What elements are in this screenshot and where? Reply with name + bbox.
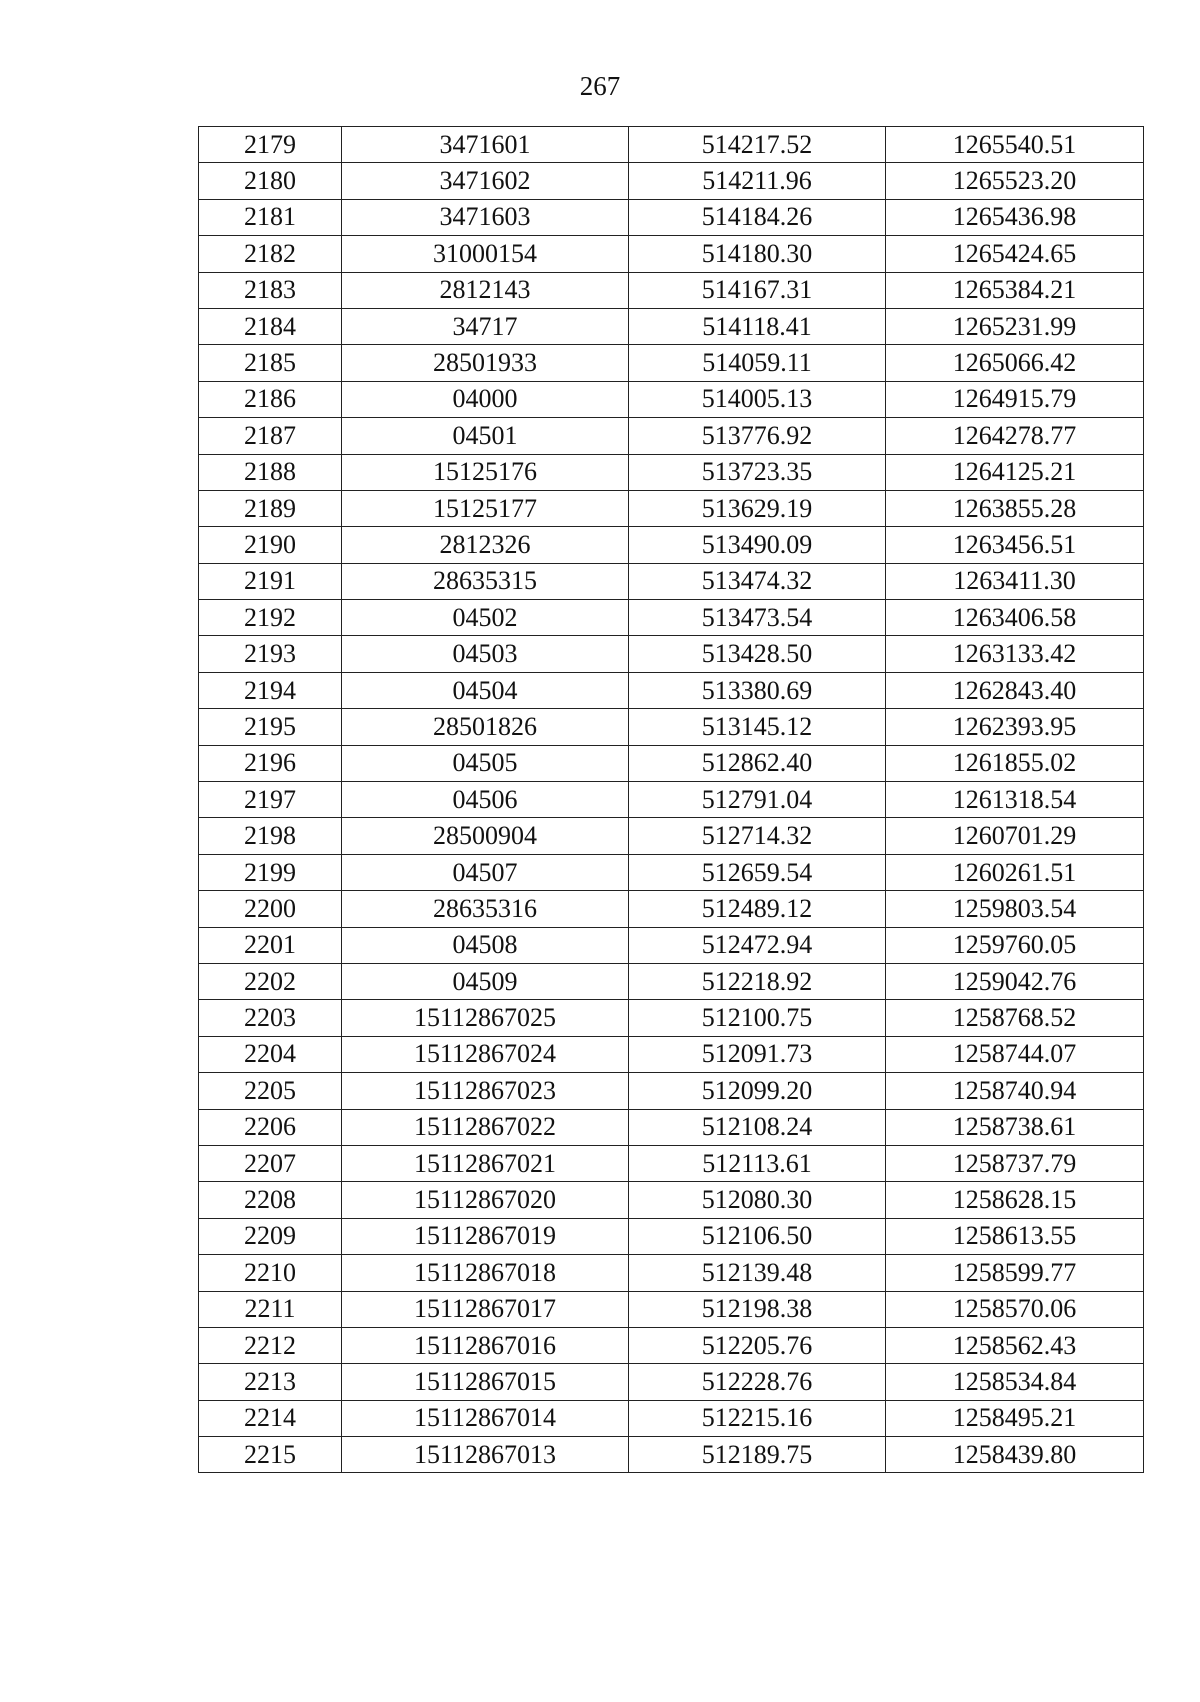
table-row (199, 818, 1144, 854)
x-coordinate-cell: 512228.76 (629, 1364, 886, 1400)
point-id-cell: 15112867016 (342, 1327, 629, 1363)
row-index-cell: 2206 (199, 1109, 342, 1145)
x-coordinate-cell: 513380.69 (629, 672, 886, 708)
table-row (199, 163, 1144, 199)
point-id-cell: 15112867023 (342, 1073, 629, 1109)
table-row (199, 272, 1144, 308)
x-coordinate-cell: 513776.92 (629, 418, 886, 454)
x-coordinate-cell: 514059.11 (629, 345, 886, 381)
x-coordinate-cell: 512218.92 (629, 963, 886, 999)
row-index-cell: 2195 (199, 709, 342, 745)
row-index-cell: 2181 (199, 199, 342, 235)
table-row (199, 1437, 1144, 1473)
x-coordinate-cell: 513428.50 (629, 636, 886, 672)
point-id-cell: 2812143 (342, 272, 629, 308)
y-coordinate-cell: 1259803.54 (886, 891, 1144, 927)
table-row (199, 1327, 1144, 1363)
x-coordinate-cell: 512198.38 (629, 1291, 886, 1327)
y-coordinate-cell: 1265523.20 (886, 163, 1144, 199)
point-id-cell: 15112867022 (342, 1109, 629, 1145)
point-id-cell: 15125177 (342, 490, 629, 526)
x-coordinate-cell: 512189.75 (629, 1437, 886, 1473)
point-id-cell: 15125176 (342, 454, 629, 490)
row-index-cell: 2180 (199, 163, 342, 199)
table-row (199, 563, 1144, 599)
table-row (199, 236, 1144, 272)
table-row (199, 1364, 1144, 1400)
point-id-cell: 15112867014 (342, 1400, 629, 1436)
point-id-cell: 2812326 (342, 527, 629, 563)
y-coordinate-cell: 1264125.21 (886, 454, 1144, 490)
y-coordinate-cell: 1265540.51 (886, 127, 1144, 163)
coordinates-table (198, 126, 1144, 1473)
y-coordinate-cell: 1262843.40 (886, 672, 1144, 708)
y-coordinate-cell: 1258562.43 (886, 1327, 1144, 1363)
row-index-cell: 2198 (199, 818, 342, 854)
row-index-cell: 2204 (199, 1036, 342, 1072)
y-coordinate-cell: 1263456.51 (886, 527, 1144, 563)
row-index-cell: 2196 (199, 745, 342, 781)
y-coordinate-cell: 1258628.15 (886, 1182, 1144, 1218)
row-index-cell: 2186 (199, 381, 342, 417)
row-index-cell: 2182 (199, 236, 342, 272)
row-index-cell: 2213 (199, 1364, 342, 1400)
table-row (199, 199, 1144, 235)
table-body (199, 127, 1144, 1473)
x-coordinate-cell: 512205.76 (629, 1327, 886, 1363)
y-coordinate-cell: 1265424.65 (886, 236, 1144, 272)
y-coordinate-cell: 1258768.52 (886, 1000, 1144, 1036)
row-index-cell: 2190 (199, 527, 342, 563)
point-id-cell: 15112867018 (342, 1255, 629, 1291)
point-id-cell: 3471601 (342, 127, 629, 163)
row-index-cell: 2210 (199, 1255, 342, 1291)
y-coordinate-cell: 1258570.06 (886, 1291, 1144, 1327)
x-coordinate-cell: 514118.41 (629, 308, 886, 344)
y-coordinate-cell: 1261855.02 (886, 745, 1144, 781)
y-coordinate-cell: 1259760.05 (886, 927, 1144, 963)
y-coordinate-cell: 1264278.77 (886, 418, 1144, 454)
row-index-cell: 2191 (199, 563, 342, 599)
point-id-cell: 04501 (342, 418, 629, 454)
table-row (199, 636, 1144, 672)
table-row (199, 1182, 1144, 1218)
point-id-cell: 04508 (342, 927, 629, 963)
table-row (199, 927, 1144, 963)
point-id-cell: 15112867020 (342, 1182, 629, 1218)
row-index-cell: 2179 (199, 127, 342, 163)
x-coordinate-cell: 512862.40 (629, 745, 886, 781)
x-coordinate-cell: 512091.73 (629, 1036, 886, 1072)
row-index-cell: 2187 (199, 418, 342, 454)
row-index-cell: 2209 (199, 1218, 342, 1254)
point-id-cell: 28635315 (342, 563, 629, 599)
table-row (199, 490, 1144, 526)
x-coordinate-cell: 512489.12 (629, 891, 886, 927)
table-row (199, 600, 1144, 636)
table-row (199, 454, 1144, 490)
point-id-cell: 15112867015 (342, 1364, 629, 1400)
point-id-cell: 04504 (342, 672, 629, 708)
x-coordinate-cell: 512139.48 (629, 1255, 886, 1291)
x-coordinate-cell: 513723.35 (629, 454, 886, 490)
row-index-cell: 2214 (199, 1400, 342, 1436)
y-coordinate-cell: 1258738.61 (886, 1109, 1144, 1145)
row-index-cell: 2205 (199, 1073, 342, 1109)
point-id-cell: 15112867021 (342, 1145, 629, 1181)
point-id-cell: 28500904 (342, 818, 629, 854)
point-id-cell: 28501933 (342, 345, 629, 381)
y-coordinate-cell: 1265384.21 (886, 272, 1144, 308)
x-coordinate-cell: 512791.04 (629, 782, 886, 818)
point-id-cell: 31000154 (342, 236, 629, 272)
point-id-cell: 15112867024 (342, 1036, 629, 1072)
x-coordinate-cell: 513474.32 (629, 563, 886, 599)
point-id-cell: 04505 (342, 745, 629, 781)
point-id-cell: 15112867025 (342, 1000, 629, 1036)
row-index-cell: 2197 (199, 782, 342, 818)
page-number: 267 (579, 71, 621, 101)
point-id-cell: 3471602 (342, 163, 629, 199)
y-coordinate-cell: 1263406.58 (886, 600, 1144, 636)
row-index-cell: 2199 (199, 854, 342, 890)
y-coordinate-cell: 1265066.42 (886, 345, 1144, 381)
x-coordinate-cell: 512100.75 (629, 1000, 886, 1036)
row-index-cell: 2215 (199, 1437, 342, 1473)
table-row (199, 1109, 1144, 1145)
x-coordinate-cell: 512108.24 (629, 1109, 886, 1145)
y-coordinate-cell: 1259042.76 (886, 963, 1144, 999)
x-coordinate-cell: 512215.16 (629, 1400, 886, 1436)
y-coordinate-cell: 1263133.42 (886, 636, 1144, 672)
table-row (199, 1218, 1144, 1254)
point-id-cell: 28635316 (342, 891, 629, 927)
table-row (199, 127, 1144, 163)
x-coordinate-cell: 512714.32 (629, 818, 886, 854)
y-coordinate-cell: 1265436.98 (886, 199, 1144, 235)
row-index-cell: 2185 (199, 345, 342, 381)
row-index-cell: 2193 (199, 636, 342, 672)
point-id-cell: 04503 (342, 636, 629, 672)
y-coordinate-cell: 1258744.07 (886, 1036, 1144, 1072)
row-index-cell: 2212 (199, 1327, 342, 1363)
table-row (199, 782, 1144, 818)
point-id-cell: 28501826 (342, 709, 629, 745)
table-row (199, 527, 1144, 563)
row-index-cell: 2201 (199, 927, 342, 963)
row-index-cell: 2203 (199, 1000, 342, 1036)
table-row (199, 1145, 1144, 1181)
table-row (199, 418, 1144, 454)
table-row (199, 1073, 1144, 1109)
x-coordinate-cell: 513145.12 (629, 709, 886, 745)
x-coordinate-cell: 514211.96 (629, 163, 886, 199)
point-id-cell: 04506 (342, 782, 629, 818)
y-coordinate-cell: 1260261.51 (886, 854, 1144, 890)
point-id-cell: 15112867013 (342, 1437, 629, 1473)
row-index-cell: 2200 (199, 891, 342, 927)
point-id-cell: 04502 (342, 600, 629, 636)
x-coordinate-cell: 512080.30 (629, 1182, 886, 1218)
y-coordinate-cell: 1265231.99 (886, 308, 1144, 344)
point-id-cell: 04000 (342, 381, 629, 417)
row-index-cell: 2208 (199, 1182, 342, 1218)
point-id-cell: 34717 (342, 308, 629, 344)
x-coordinate-cell: 512472.94 (629, 927, 886, 963)
row-index-cell: 2211 (199, 1291, 342, 1327)
x-coordinate-cell: 512106.50 (629, 1218, 886, 1254)
table-row (199, 963, 1144, 999)
x-coordinate-cell: 512113.61 (629, 1145, 886, 1181)
table-row (199, 1400, 1144, 1436)
y-coordinate-cell: 1258740.94 (886, 1073, 1144, 1109)
x-coordinate-cell: 514167.31 (629, 272, 886, 308)
y-coordinate-cell: 1262393.95 (886, 709, 1144, 745)
table-row (199, 1036, 1144, 1072)
y-coordinate-cell: 1258439.80 (886, 1437, 1144, 1473)
x-coordinate-cell: 514180.30 (629, 236, 886, 272)
y-coordinate-cell: 1260701.29 (886, 818, 1144, 854)
row-index-cell: 2207 (199, 1145, 342, 1181)
y-coordinate-cell: 1258613.55 (886, 1218, 1144, 1254)
row-index-cell: 2184 (199, 308, 342, 344)
x-coordinate-cell: 512099.20 (629, 1073, 886, 1109)
y-coordinate-cell: 1258534.84 (886, 1364, 1144, 1400)
y-coordinate-cell: 1258599.77 (886, 1255, 1144, 1291)
point-id-cell: 3471603 (342, 199, 629, 235)
point-id-cell: 15112867019 (342, 1218, 629, 1254)
table-row (199, 1255, 1144, 1291)
table-row (199, 709, 1144, 745)
table-row (199, 1000, 1144, 1036)
y-coordinate-cell: 1261318.54 (886, 782, 1144, 818)
row-index-cell: 2183 (199, 272, 342, 308)
table-row (199, 308, 1144, 344)
y-coordinate-cell: 1258737.79 (886, 1145, 1144, 1181)
table-row (199, 672, 1144, 708)
row-index-cell: 2192 (199, 600, 342, 636)
x-coordinate-cell: 513490.09 (629, 527, 886, 563)
point-id-cell: 15112867017 (342, 1291, 629, 1327)
x-coordinate-cell: 513629.19 (629, 490, 886, 526)
row-index-cell: 2189 (199, 490, 342, 526)
point-id-cell: 04507 (342, 854, 629, 890)
y-coordinate-cell: 1263411.30 (886, 563, 1144, 599)
x-coordinate-cell: 514217.52 (629, 127, 886, 163)
x-coordinate-cell: 513473.54 (629, 600, 886, 636)
table-row (199, 381, 1144, 417)
y-coordinate-cell: 1263855.28 (886, 490, 1144, 526)
row-index-cell: 2202 (199, 963, 342, 999)
table-row (199, 1291, 1144, 1327)
y-coordinate-cell: 1264915.79 (886, 381, 1144, 417)
row-index-cell: 2194 (199, 672, 342, 708)
x-coordinate-cell: 514005.13 (629, 381, 886, 417)
table-row (199, 745, 1144, 781)
table-row (199, 891, 1144, 927)
point-id-cell: 04509 (342, 963, 629, 999)
table-row (199, 345, 1144, 381)
x-coordinate-cell: 514184.26 (629, 199, 886, 235)
table-row (199, 854, 1144, 890)
x-coordinate-cell: 512659.54 (629, 854, 886, 890)
row-index-cell: 2188 (199, 454, 342, 490)
y-coordinate-cell: 1258495.21 (886, 1400, 1144, 1436)
